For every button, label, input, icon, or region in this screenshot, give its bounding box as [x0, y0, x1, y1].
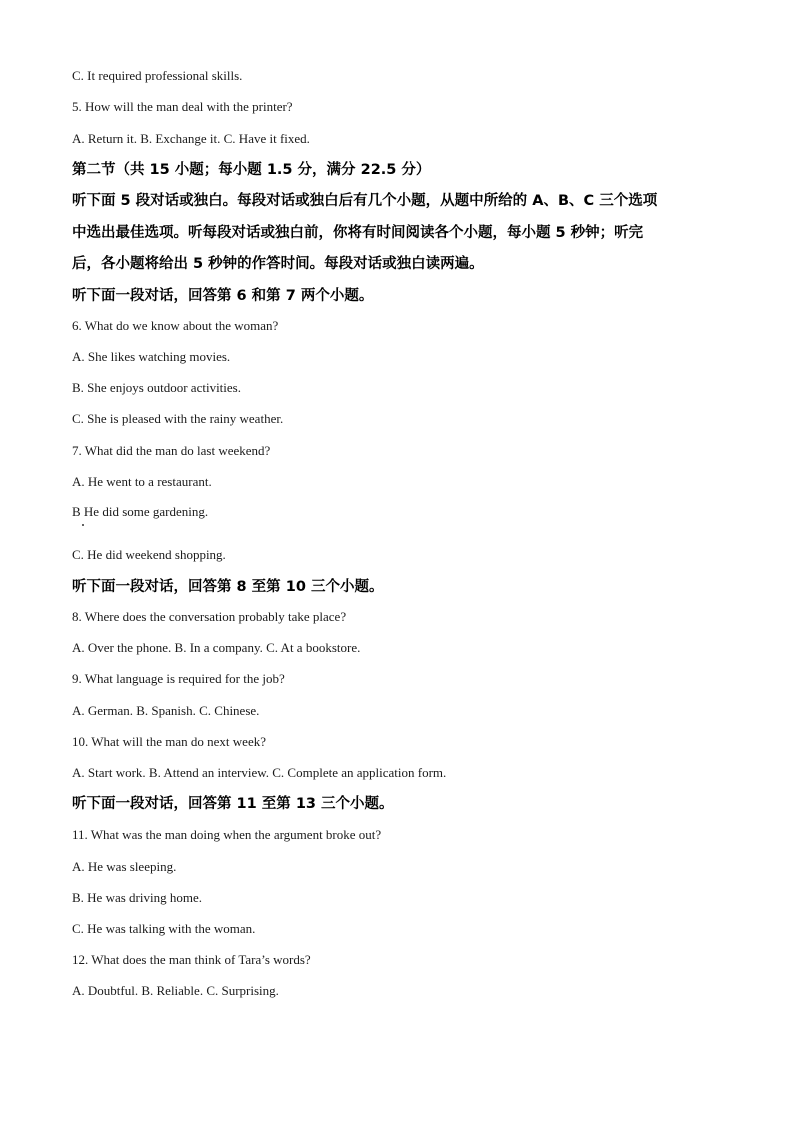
question-6: 6. What do we know about the woman?: [72, 318, 279, 333]
options-8: A. Over the phone. B. In a company. C. At a bookstore.: [72, 640, 361, 655]
option-7b: B He did some gardening.: [72, 504, 209, 519]
option-7c: C. He did weekend shopping.: [72, 547, 226, 562]
options-9: A. German. B. Spanish. C. Chinese.: [72, 703, 260, 718]
section-2-instruction-line-2: 中选出最佳选项。听每段对话或独白前，你将有时间阅读各个小题，每小题 5 秒钟；听完: [72, 225, 644, 241]
section-2-instruction-line-1: 听下面 5 段对话或独白。每段对话或独白后有几个小题，从题中所给的 A、B、C 三个选项: [72, 193, 658, 209]
options-10: A. Start work. B. Attend an interview. C. Complete an application form.: [72, 765, 447, 780]
section-2-title: 第二节（共 15 小题；每小题 1.5 分，满分 22.5 分）: [72, 162, 431, 178]
option-6c: C. She is pleased with the rainy weather.: [72, 411, 284, 426]
option-11c: C. He was talking with the woman.: [72, 921, 256, 936]
dialog-heading-11-13: 听下面一段对话，回答第 11 至第 13 三个小题。: [72, 796, 394, 812]
section-2-instruction-line-3: 后，各小题将给出 5 秒钟的作答时间。每段对话或独白读两遍。: [72, 256, 484, 272]
question-11: 11. What was the man doing when the argument broke out?: [72, 827, 382, 842]
question-10: 10. What will the man do next week?: [72, 734, 266, 749]
question-7: 7. What did the man do last weekend?: [72, 443, 271, 458]
dialog-heading-6-7: 听下面一段对话，回答第 6 和第 7 两个小题。: [72, 288, 374, 304]
dialog-heading-8-10: 听下面一段对话，回答第 8 至第 10 三个小题。: [72, 579, 384, 595]
option-11b: B. He was driving home.: [72, 890, 202, 905]
question-5: 5. How will the man deal with the printer?: [72, 99, 293, 114]
option-11a: A. He was sleeping.: [72, 859, 177, 874]
option-6a: A. She likes watching movies.: [72, 349, 231, 364]
options-5: A. Return it. B. Exchange it. C. Have it fixed.: [72, 131, 310, 146]
question-12: 12. What does the man think of Tara’s words?: [72, 952, 311, 967]
question-8: 8. Where does the conversation probably take place?: [72, 609, 347, 624]
stray-dot-mark: [82, 524, 84, 526]
option-7a: A. He went to a restaurant.: [72, 474, 212, 489]
option-4c: C. It required professional skills.: [72, 68, 243, 83]
options-12: A. Doubtful. B. Reliable. C. Surprising.: [72, 983, 279, 998]
question-9: 9. What language is required for the job?: [72, 671, 285, 686]
option-6b: B. She enjoys outdoor activities.: [72, 380, 241, 395]
